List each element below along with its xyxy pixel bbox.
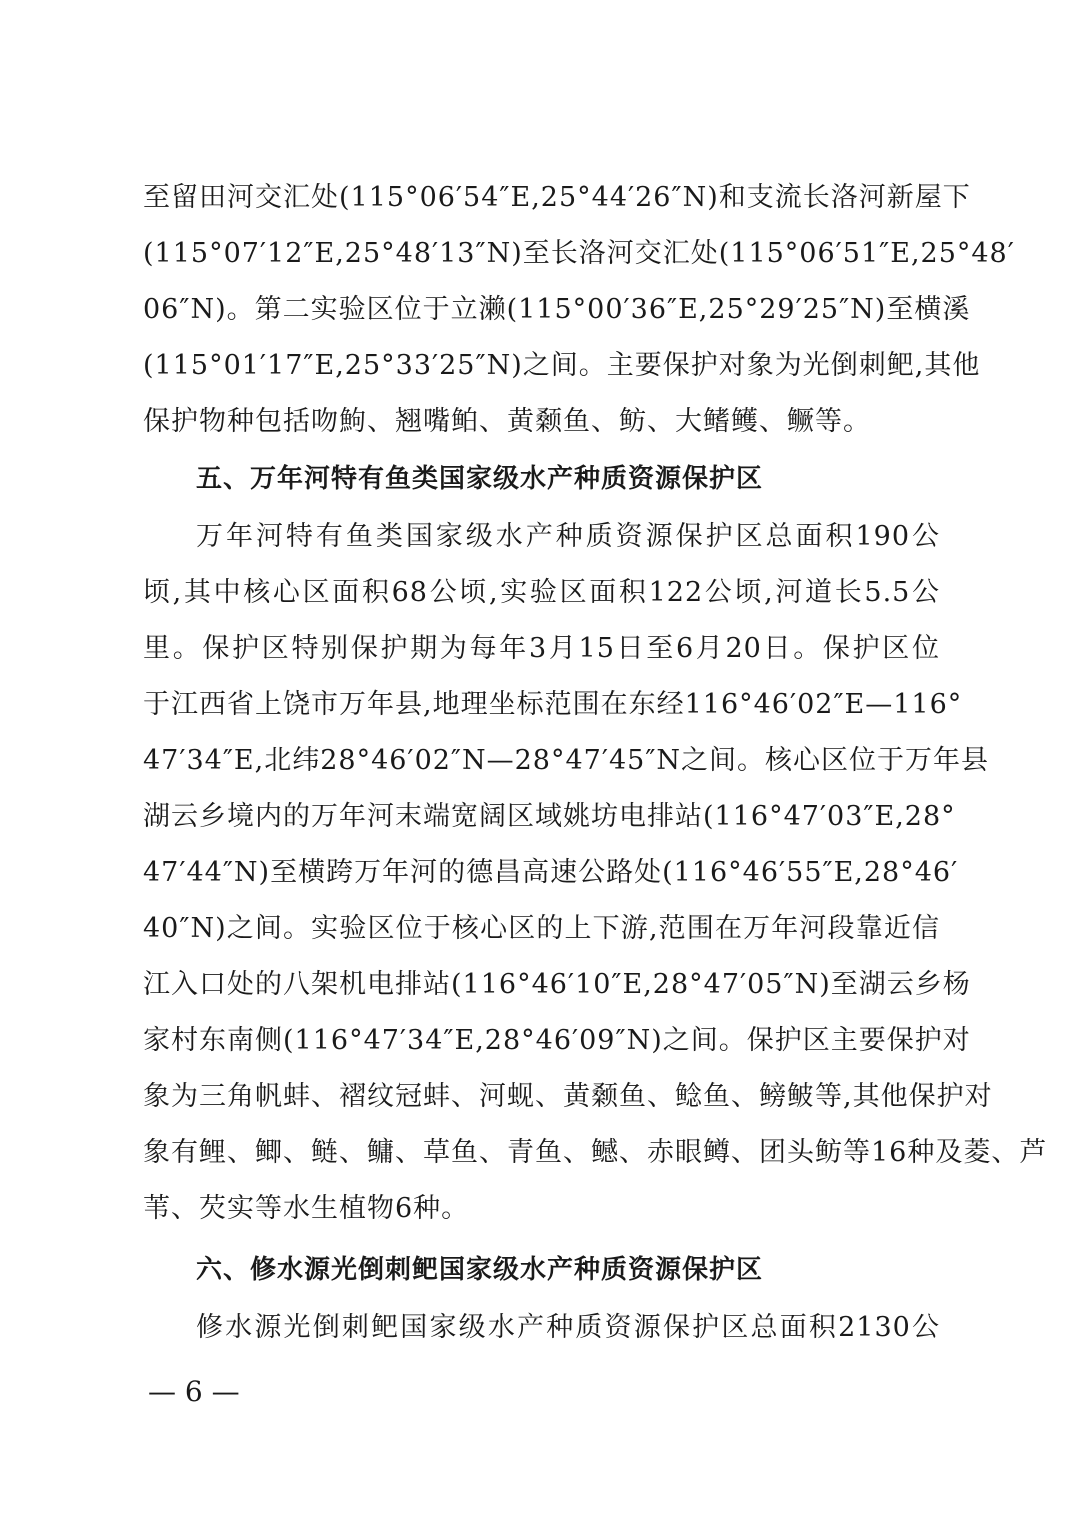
- page-number: — 6 —: [148, 1375, 240, 1408]
- paragraph-line: 保护物种包括吻鮈、翘嘴鲌、黄颡鱼、鲂、大鳍鳠、鳜等。: [143, 406, 871, 437]
- paragraph-line: 象为三角帆蚌、褶纹冠蚌、河蚬、黄颡鱼、鲶鱼、鳑鲏等,其他保护对: [143, 1081, 993, 1112]
- paragraph-line: 47′44″N)至横跨万年河的德昌高速公路处(116°46′55″E,28°46′: [143, 857, 959, 888]
- section-heading: 六、修水源光倒刺鲃国家级水产种质资源保护区: [196, 1255, 764, 1285]
- paragraph-line: 江入口处的八架机电排站(116°46′10″E,28°47′05″N)至湖云乡杨: [143, 969, 971, 1000]
- paragraph-line: 万年河特有鱼类国家级水产种质资源保护区总面积190公: [196, 521, 940, 552]
- paragraph-line: (115°07′12″E,25°48′13″N)至长洛河交汇处(115°06′51″E,25°48′: [143, 238, 1015, 269]
- paragraph-line: 06″N)。第二实验区位于立濑(115°00′36″E,25°29′25″N)至横溪: [143, 294, 971, 325]
- section-heading: 五、万年河特有鱼类国家级水产种质资源保护区: [196, 464, 764, 494]
- paragraph-line: 40″N)之间。实验区位于核心区的上下游,范围在万年河段靠近信: [143, 913, 940, 944]
- paragraph-line: (115°01′17″E,25°33′25″N)之间。主要保护对象为光倒刺鲃,其他: [143, 350, 981, 381]
- paragraph-line: 顷,其中核心区面积68公顷,实验区面积122公顷,河道长5.5公: [143, 577, 940, 608]
- paragraph-line: 47′34″E,北纬28°46′02″N—28°47′45″N之间。核心区位于万年县: [143, 745, 990, 776]
- paragraph-line: 象有鲤、鲫、鲢、鳙、草鱼、青鱼、鳡、赤眼鳟、团头鲂等16种及菱、芦: [143, 1137, 1048, 1168]
- paragraph-line: 苇、芡实等水生植物6种。: [143, 1193, 470, 1224]
- paragraph-line: 里。保护区特别保护期为每年3月15日至6月20日。保护区位: [143, 633, 940, 664]
- paragraph-line: 于江西省上饶市万年县,地理坐标范围在东经116°46′02″E—116°: [143, 689, 963, 720]
- paragraph-line: 修水源光倒刺鲃国家级水产种质资源保护区总面积2130公: [196, 1312, 940, 1343]
- paragraph-line: 至留田河交汇处(115°06′54″E,25°44′26″N)和支流长洛河新屋下: [143, 182, 971, 213]
- paragraph-line: 家村东南侧(116°47′34″E,28°46′09″N)之间。保护区主要保护对: [143, 1025, 971, 1056]
- paragraph-line: 湖云乡境内的万年河末端宽阔区域姚坊电排站(116°47′03″E,28°: [143, 801, 956, 832]
